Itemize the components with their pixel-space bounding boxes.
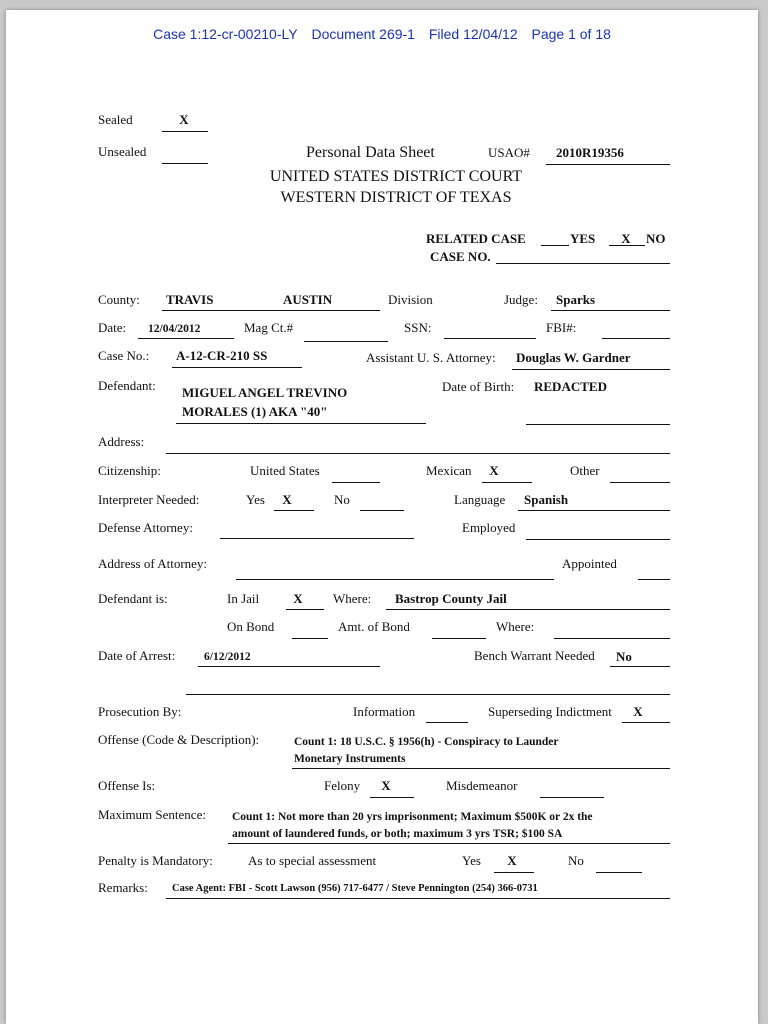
in-jail-label: In Jail: [227, 591, 260, 606]
court-name: UNITED STATES DISTRICT COURT: [269, 168, 523, 185]
dob-value: REDACTED: [534, 379, 607, 394]
county-city: AUSTIN: [283, 292, 333, 307]
defense-attorney-line: [220, 538, 414, 539]
usao-label: USAO#: [488, 145, 530, 160]
language-line: [518, 510, 670, 511]
appointed-line: [638, 579, 670, 580]
offense-desc-line2: Monetary Instruments: [294, 753, 406, 765]
dob-line: [526, 424, 670, 425]
where2-line: [554, 638, 670, 639]
on-bond-label: On Bond: [227, 619, 275, 634]
penalty-label: Penalty is Mandatory:: [98, 853, 213, 868]
where2-label: Where:: [496, 619, 535, 634]
interpreter-no: No: [334, 492, 350, 507]
bench-warrant-line: [610, 666, 670, 667]
arrest-blank-line: [186, 694, 670, 695]
max-sentence-label: Maximum Sentence:: [98, 807, 206, 822]
max-sentence-line2: amount of laundered funds, or both; maximum 3 yrs TSR; $100 SA: [232, 828, 563, 840]
district-name: WESTERN DISTRICT OF TEXAS: [280, 189, 512, 206]
offense-desc-label: Offense (Code & Description):: [98, 732, 260, 747]
offense-desc-line: [292, 768, 670, 769]
mag-ct-line: [304, 341, 388, 342]
appointed-label: Appointed: [562, 556, 617, 571]
interpreter-yes-line: [274, 510, 314, 511]
header-document: Document 269-1: [311, 26, 415, 42]
language-value: Spanish: [524, 492, 569, 507]
remarks-value: Case Agent: FBI - Scott Lawson (956) 717-6477 / Steve Pennington (254) 366-0731: [172, 883, 538, 894]
information-line: [426, 722, 468, 723]
judge-label: Judge:: [504, 292, 538, 307]
case-no-label: CASE NO.: [430, 249, 491, 264]
header-case: Case 1:12-cr-00210-LY: [153, 26, 298, 42]
citizenship-other-line: [610, 482, 670, 483]
case-no-field-value: A-12-CR-210 SS: [176, 348, 268, 363]
penalty-no-line: [596, 872, 642, 873]
header-page: Page 1 of 18: [531, 26, 611, 42]
on-bond-line: [292, 638, 328, 639]
misdemeanor-label: Misdemeanor: [446, 778, 518, 793]
max-sentence-line1: Count 1: Not more than 20 yrs imprisonment; Maximum $500K or 2x the: [232, 811, 593, 823]
interpreter-no-line: [360, 510, 404, 511]
defendant-name-line2: MORALES (1) AKA "40": [182, 404, 328, 419]
usao-line: [546, 164, 670, 165]
bench-warrant-label: Bench Warrant Needed: [474, 648, 595, 663]
superseding-label: Superseding Indictment: [488, 704, 612, 719]
citizenship-mexican-line: [482, 482, 532, 483]
attorney-address-line: [236, 579, 554, 580]
address-label: Address:: [98, 434, 145, 449]
interpreter-label: Interpreter Needed:: [98, 492, 200, 507]
division-label: Division: [388, 292, 433, 307]
where-value: Bastrop County Jail: [395, 591, 507, 606]
defendant-label: Defendant:: [98, 378, 156, 393]
in-jail-mark: X: [293, 591, 303, 606]
unsealed-line: [162, 163, 208, 164]
ausa-label: Assistant U. S. Attorney:: [366, 350, 496, 365]
attorney-address-label: Address of Attorney:: [98, 556, 208, 571]
citizenship-mexican: Mexican: [426, 463, 472, 478]
defendant-name-line1: MIGUEL ANGEL TREVINO: [182, 385, 348, 400]
fbi-label: FBI#:: [546, 320, 577, 335]
arrest-label: Date of Arrest:: [98, 648, 176, 663]
county-label: County:: [98, 292, 140, 307]
special-assessment-label: As to special assessment: [248, 853, 377, 868]
sealed-mark: X: [179, 112, 189, 127]
ssn-line: [444, 338, 536, 339]
ssn-label: SSN:: [404, 320, 432, 335]
sealed-line: [162, 131, 208, 132]
felony-line: [370, 797, 414, 798]
sheet-title: Personal Data Sheet: [306, 144, 435, 161]
unsealed-label: Unsealed: [98, 144, 147, 159]
judge-value: Sparks: [556, 292, 596, 307]
court-filing-header: [6, 26, 758, 42]
defendant-line: [176, 423, 426, 424]
defense-attorney-label: Defense Attorney:: [98, 520, 193, 535]
remarks-label: Remarks:: [98, 880, 148, 895]
arrest-value: 6/12/2012: [204, 651, 251, 663]
date-value: 12/04/2012: [148, 323, 201, 335]
superseding-mark: X: [633, 704, 643, 719]
citizenship-us: United States: [250, 463, 320, 478]
offense-is-label: Offense Is:: [98, 778, 156, 793]
felony-mark: X: [381, 778, 391, 793]
amt-bond-label: Amt. of Bond: [338, 619, 410, 634]
ausa-line: [512, 369, 670, 370]
fbi-line: [602, 338, 670, 339]
date-label: Date:: [98, 320, 127, 335]
case-no-field-line: [172, 367, 302, 368]
case-no-line: [496, 263, 670, 264]
penalty-yes-line: [494, 872, 534, 873]
related-case-no-line: [609, 245, 645, 246]
citizenship-us-line: [332, 482, 380, 483]
employed-line: [526, 539, 670, 540]
citizenship-mexican-mark: X: [489, 463, 499, 478]
max-sentence-line: [228, 843, 670, 844]
citizenship-other: Other: [570, 463, 600, 478]
ausa-value: Douglas W. Gardner: [516, 350, 631, 365]
citizenship-label: Citizenship:: [98, 463, 161, 478]
in-jail-line: [286, 609, 324, 610]
mag-ct-label: Mag Ct.#: [244, 320, 294, 335]
amt-bond-line: [432, 638, 486, 639]
case-no-field-label: Case No.:: [98, 348, 150, 363]
related-case-label: RELATED CASE: [426, 231, 526, 246]
prosecution-label: Prosecution By:: [98, 704, 182, 719]
related-case-no: NO: [646, 231, 666, 246]
arrest-line: [198, 666, 380, 667]
information-label: Information: [353, 704, 416, 719]
where-line: [386, 609, 670, 610]
penalty-no-label: No: [568, 853, 584, 868]
related-case-mark: X: [621, 231, 631, 246]
defendant-is-label: Defendant is:: [98, 591, 168, 606]
felony-label: Felony: [324, 778, 361, 793]
dob-label: Date of Birth:: [442, 379, 515, 394]
address-line: [166, 453, 670, 454]
judge-line: [551, 310, 670, 311]
date-line: [138, 338, 234, 339]
where-label: Where:: [333, 591, 372, 606]
related-case-yes-line: [541, 245, 569, 246]
header-filed: Filed 12/04/12: [428, 26, 518, 42]
interpreter-yes-mark: X: [282, 492, 292, 507]
county-value: TRAVIS: [166, 292, 214, 307]
bench-warrant-value: No: [616, 649, 632, 664]
interpreter-yes: Yes: [246, 492, 265, 507]
penalty-yes-mark: X: [507, 853, 517, 868]
sealed-label: Sealed: [98, 112, 133, 127]
document-page: [6, 10, 758, 1024]
offense-desc-line1: Count 1: 18 U.S.C. § 1956(h) - Conspiracy to Launder: [294, 736, 559, 748]
county-line: [162, 310, 380, 311]
penalty-yes-label: Yes: [462, 853, 481, 868]
employed-label: Employed: [462, 520, 516, 535]
remarks-line: [166, 898, 670, 899]
usao-value: 2010R19356: [556, 145, 624, 160]
language-label: Language: [454, 492, 506, 507]
misdemeanor-line: [540, 797, 604, 798]
superseding-line: [622, 722, 670, 723]
related-case-yes: YES: [570, 231, 596, 246]
